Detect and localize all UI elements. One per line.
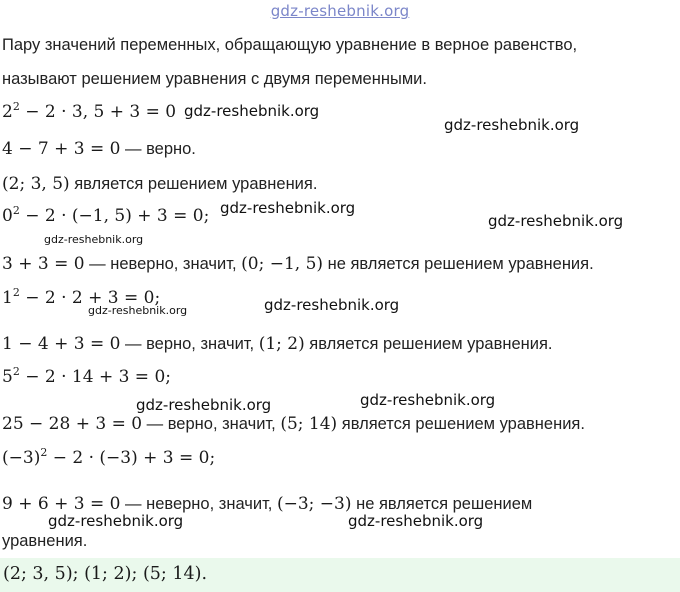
step-verdict: — верно, значит, xyxy=(120,335,259,353)
watermark: gdz-reshebnik.org xyxy=(360,391,496,409)
eq-exponent: 2 xyxy=(12,286,20,299)
eq-exponent: 2 xyxy=(12,100,20,113)
eq-rest: − 2 · (−1, 5) + 3 = 0; xyxy=(19,206,210,226)
equation-step-1 xyxy=(2,101,176,123)
step-math: 25 − 28 + 3 = 0 xyxy=(2,414,143,434)
step-math: 3 + 3 = 0 xyxy=(2,254,85,274)
eq-exponent: 2 xyxy=(12,204,20,217)
eq-rest: − 2 · 14 + 3 = 0; xyxy=(19,367,172,387)
eq-rest: − 2 · (−3) + 3 = 0; xyxy=(47,448,216,468)
step-verdict: — верно, значит, xyxy=(142,415,281,433)
watermark: gdz-reshebnik.org xyxy=(348,512,484,530)
step-conclusion: не является решением уравнения. xyxy=(323,255,594,273)
step-verdict: — неверно, значит, xyxy=(120,495,277,513)
watermark: gdz-reshebnik.org xyxy=(48,512,184,530)
step-pair: (1; 2) xyxy=(258,334,305,354)
step-math: 1 − 4 + 3 = 0 xyxy=(2,334,121,354)
equation-step-5 xyxy=(2,253,594,275)
answer-box xyxy=(0,558,680,592)
step-math: 9 + 6 + 3 = 0 xyxy=(2,494,121,514)
site-header-link[interactable]: gdz-reshebnik.org xyxy=(270,2,410,20)
equation-step-9 xyxy=(2,413,585,435)
watermark: gdz-reshebnik.org xyxy=(220,199,356,217)
watermark: gdz-reshebnik.org xyxy=(88,304,188,317)
step-verdict: — неверно, значит, xyxy=(84,255,242,273)
eq-base: 5 xyxy=(2,367,13,387)
step-verdict: — верно. xyxy=(120,140,196,158)
step-pair: (−3; −3) xyxy=(276,494,352,514)
eq-base: 2 xyxy=(2,102,13,122)
equation-step-3 xyxy=(2,173,317,195)
step-pair: (0; −1, 5) xyxy=(241,254,324,274)
watermark: gdz-reshebnik.org xyxy=(136,396,272,414)
intro-line-1: Пару значений переменных, обращающую уравнение в верное равенство, xyxy=(2,36,578,54)
eq-rest: − 2 · 2 + 3 = 0; xyxy=(19,288,161,308)
watermark: gdz-reshebnik.org xyxy=(44,233,144,246)
watermark: gdz-reshebnik.org xyxy=(184,102,320,120)
eq-rest: − 2 · 3, 5 + 3 = 0 xyxy=(19,102,177,122)
watermark: gdz-reshebnik.org xyxy=(444,116,580,134)
equation-step-10 xyxy=(2,447,215,469)
intro-line-2: называют решением уравнения с двумя переменными. xyxy=(2,70,427,88)
equation-step-11-continued: уравнения. xyxy=(2,532,88,550)
watermark: gdz-reshebnik.org xyxy=(488,212,624,230)
equation-step-8 xyxy=(2,366,171,388)
eq-exponent: 2 xyxy=(40,446,48,459)
equation-step-7 xyxy=(2,333,552,355)
step-pair: (5; 14) xyxy=(280,414,338,434)
step-conclusion: не является решением xyxy=(351,495,533,513)
equation-step-4 xyxy=(2,205,209,227)
eq-base: 1 xyxy=(2,288,13,308)
eq-base: 0 xyxy=(2,206,13,226)
watermark: gdz-reshebnik.org xyxy=(264,296,400,314)
step-pair: (2; 3, 5) xyxy=(2,174,70,194)
step-conclusion: является решением уравнения. xyxy=(337,415,585,433)
eq-base: (−3) xyxy=(2,448,41,468)
answer-text: (2; 3, 5); (1; 2); (5; 14). xyxy=(3,564,208,584)
step-conclusion: является решением уравнения. xyxy=(304,335,553,353)
equation-step-2 xyxy=(2,138,196,160)
step-math: 4 − 7 + 3 = 0 xyxy=(2,139,121,159)
step-conclusion: является решением уравнения. xyxy=(69,175,318,193)
eq-exponent: 2 xyxy=(12,365,20,378)
